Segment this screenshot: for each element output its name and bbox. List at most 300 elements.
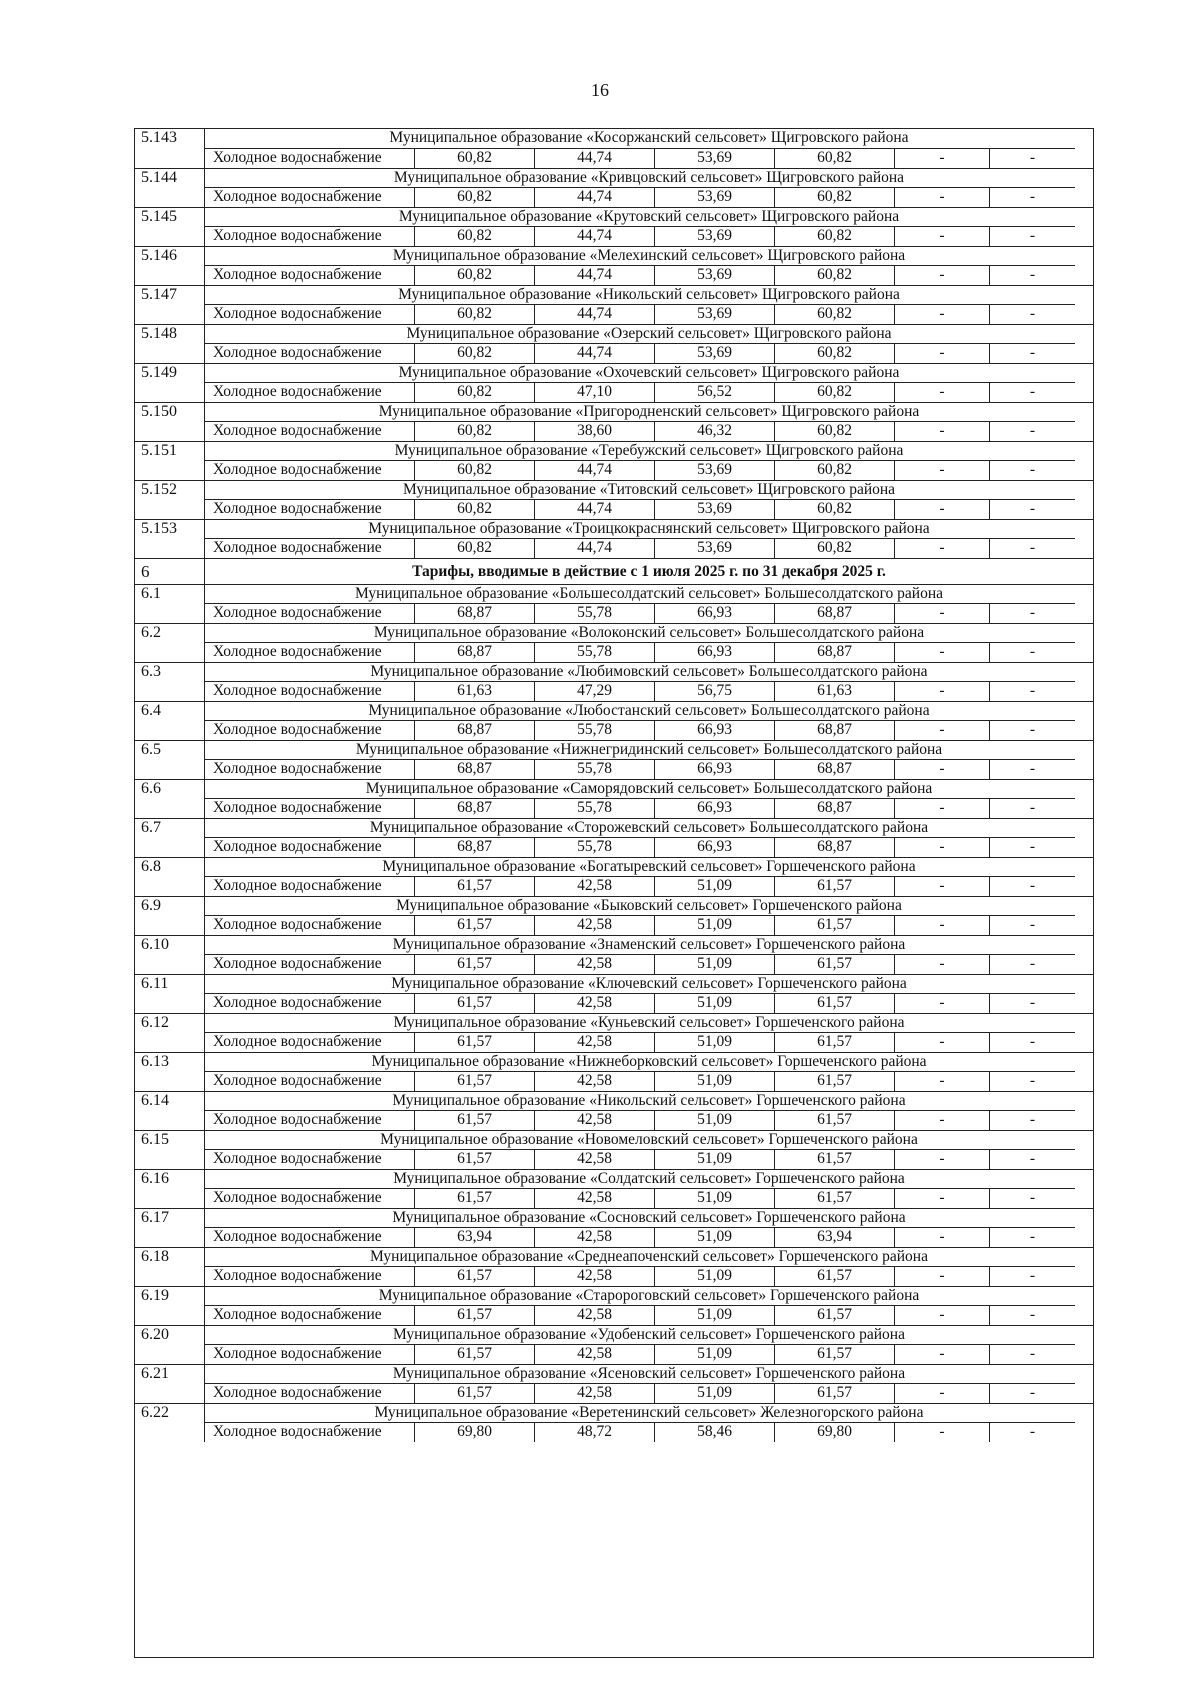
item-number-empty [135,382,205,402]
entity-title: Муниципальное образование «Ясеновский сельсовет» Горшеченского района [392,1365,906,1382]
item-number-empty [135,304,205,324]
tariff-value: - [990,603,1075,623]
entity-header-row [135,129,1093,148]
item-number: 6.16 [135,1170,205,1188]
tariff-value: - [895,954,990,974]
item-number-empty [135,681,205,701]
tariff-value: 58,46 [655,1422,775,1442]
entity-header-row [135,662,1093,681]
tariff-value: 56,75 [655,681,775,701]
service-label: Холодное водоснабжение [205,499,415,519]
entity-header-row [135,324,1093,343]
tariff-value: 61,57 [775,1344,895,1364]
tariff-value: 55,78 [535,759,655,779]
tariff-value: 66,93 [655,837,775,857]
tariff-value: 42,58 [535,954,655,974]
service-label: Холодное водоснабжение [205,642,415,662]
tariff-data-row [135,1188,1093,1208]
tariff-value: 68,87 [775,759,895,779]
tariff-value: 42,58 [535,1149,655,1169]
tariff-value: 51,09 [655,1110,775,1130]
tariff-value: 42,58 [535,1305,655,1325]
tariff-value: - [990,460,1075,480]
tariff-value: 60,82 [415,421,535,441]
tariff-value: 53,69 [655,304,775,324]
item-number-empty [135,148,205,168]
tariff-value: 61,57 [775,876,895,896]
tariff-value: 68,87 [775,837,895,857]
tariff-data-row [135,915,1093,935]
item-number-empty [135,1032,205,1052]
entity-header-row [135,441,1093,460]
service-label: Холодное водоснабжение [205,837,415,857]
item-number: 6.17 [135,1209,205,1227]
item-number-empty [135,1383,205,1403]
tariff-value: 56,52 [655,382,775,402]
tariff-value: - [990,876,1075,896]
item-number: 5.144 [135,169,205,187]
tariff-value: 66,93 [655,603,775,623]
tariff-value: 51,09 [655,1188,775,1208]
service-label: Холодное водоснабжение [205,915,415,935]
tariff-value: - [990,954,1075,974]
tariff-value: - [990,421,1075,441]
entity-header-row [135,1169,1093,1188]
item-number: 6 [135,559,205,584]
entity-header-row [135,974,1093,993]
tariff-value: 42,58 [535,993,655,1013]
tariff-value: - [895,642,990,662]
item-number: 6.9 [135,897,205,915]
entity-title: Муниципальное образование «Удобенский сельсовет» Горшеченского района [393,1326,905,1343]
entity-header-row [135,896,1093,915]
tariff-value: 55,78 [535,642,655,662]
entity-header-row [135,207,1093,226]
service-label: Холодное водоснабжение [205,993,415,1013]
tariff-value: 60,82 [415,382,535,402]
tariff-value: 68,87 [415,642,535,662]
tariff-value: - [895,1032,990,1052]
item-number: 6.7 [135,819,205,837]
tariff-value: - [990,993,1075,1013]
tariff-value: 60,82 [415,226,535,246]
tariff-value: 61,57 [775,993,895,1013]
item-number: 6.12 [135,1014,205,1032]
tariff-value: - [895,993,990,1013]
tariff-value: - [990,148,1075,168]
tariff-data-row [135,343,1093,363]
tariff-data-row [135,1149,1093,1169]
entity-header-row [135,1403,1093,1422]
tariff-value: 53,69 [655,187,775,207]
tariff-value: - [990,538,1075,558]
item-number-empty [135,343,205,363]
entity-title: Муниципальное образование «Волоконский сельсовет» Большесолдатского района [373,624,925,641]
tariff-value: 60,82 [775,187,895,207]
tariff-data-row [135,603,1093,623]
service-label: Холодное водоснабжение [205,421,415,441]
tariff-value: - [895,1149,990,1169]
tariff-value: 51,09 [655,1149,775,1169]
entity-title: Муниципальное образование «Косоржанский сельсовет» Щигровского района [389,129,909,146]
tariff-value: - [895,382,990,402]
tariff-value: 44,74 [535,499,655,519]
tariff-value: 60,82 [775,499,895,519]
tariff-value: 68,87 [415,720,535,740]
tariff-value: - [895,915,990,935]
tariff-value: - [990,1266,1075,1286]
item-number-empty [135,954,205,974]
service-label: Холодное водоснабжение [205,876,415,896]
tariff-value: 69,80 [775,1422,895,1442]
tariff-value: - [895,720,990,740]
tariff-value: 38,60 [535,421,655,441]
entity-title: Муниципальное образование «Любостанский сельсовет» Большесолдатского района [368,702,930,719]
entity-title: Муниципальное образование «Старороговский сельсовет» Горшеченского района [378,1287,920,1304]
tariff-value: 60,82 [415,265,535,285]
tariff-value: 47,10 [535,382,655,402]
tariff-value: 61,57 [415,1266,535,1286]
item-number-empty [135,499,205,519]
tariff-value: 42,58 [535,915,655,935]
entity-title: Муниципальное образование «Большесолдатский сельсовет» Большесолдатского района [354,585,944,602]
item-number: 5.151 [135,442,205,460]
item-number: 5.146 [135,247,205,265]
tariff-value: 61,57 [415,1188,535,1208]
entity-header-row [135,1208,1093,1227]
tariff-value: - [895,304,990,324]
tariff-value: - [895,1227,990,1247]
item-number: 5.153 [135,520,205,538]
item-number-empty [135,876,205,896]
item-number: 6.8 [135,858,205,876]
tariff-value: - [895,1188,990,1208]
item-number-empty [135,226,205,246]
item-number: 6.6 [135,780,205,798]
tariff-value: 63,94 [415,1227,535,1247]
tariff-value: 48,72 [535,1422,655,1442]
tariff-value: - [990,1305,1075,1325]
tariff-value: 60,82 [775,304,895,324]
item-number: 6.3 [135,663,205,681]
service-label: Холодное водоснабжение [205,343,415,363]
tariff-value: - [895,876,990,896]
tariff-value: 60,82 [415,304,535,324]
tariff-value: 61,57 [415,1032,535,1052]
tariff-value: - [990,759,1075,779]
tariff-value: 61,57 [775,1032,895,1052]
tariff-table [134,128,1094,1658]
tariff-value: 51,09 [655,915,775,935]
service-label: Холодное водоснабжение [205,1188,415,1208]
entity-header-row [135,740,1093,759]
tariff-data-row [135,1110,1093,1130]
tariff-data-row [135,993,1093,1013]
entity-title: Муниципальное образование «Любимовский сельсовет» Большесолдатского района [370,663,928,680]
tariff-value: 60,82 [415,148,535,168]
tariff-value: 60,82 [415,187,535,207]
tariff-value: 61,57 [775,1149,895,1169]
tariff-value: 61,57 [415,1071,535,1091]
entity-title: Муниципальное образование «Охочевский сельсовет» Щигровского района [398,364,900,381]
tariff-value: - [990,187,1075,207]
entity-title: Муниципальное образование «Титовский сельсовет» Щигровского района [402,481,896,498]
service-label: Холодное водоснабжение [205,538,415,558]
entity-title: Муниципальное образование «Нижнегридинский сельсовет» Большесолдатского района [355,741,943,758]
tariff-value: 53,69 [655,460,775,480]
tariff-value: 44,74 [535,187,655,207]
tariff-value: 66,93 [655,798,775,818]
entity-title: Муниципальное образование «Троицкокраснянский сельсовет» Щигровского района [368,520,930,537]
tariff-data-row [135,1227,1093,1247]
service-label: Холодное водоснабжение [205,1305,415,1325]
tariff-value: 42,58 [535,1071,655,1091]
entity-title: Муниципальное образование «Саморядовский сельсовет» Большесолдатского района [365,780,933,797]
item-number: 6.2 [135,624,205,642]
tariff-value: - [895,265,990,285]
tariff-data-row [135,226,1093,246]
tariff-value: 44,74 [535,265,655,285]
tariff-value: - [990,1227,1075,1247]
item-number: 6.14 [135,1092,205,1110]
item-number: 6.20 [135,1326,205,1344]
entity-header-row [135,1091,1093,1110]
tariff-value: 61,57 [415,1110,535,1130]
tariff-value: - [990,1032,1075,1052]
tariff-value: - [990,915,1075,935]
item-number: 5.143 [135,129,205,148]
item-number-empty [135,538,205,558]
tariff-data-row [135,460,1093,480]
item-number: 5.145 [135,208,205,226]
tariff-data-row [135,1344,1093,1364]
item-number-empty [135,915,205,935]
tariff-value: - [895,187,990,207]
service-label: Холодное водоснабжение [205,798,415,818]
item-number-empty [135,421,205,441]
entity-title: Муниципальное образование «Мелехинский сельсовет» Щигровского района [392,247,906,264]
tariff-data-row [135,421,1093,441]
tariff-value: - [990,382,1075,402]
item-number-empty [135,720,205,740]
item-number: 5.152 [135,481,205,499]
item-number-empty [135,1422,205,1442]
tariff-data-row [135,382,1093,402]
tariff-value: - [990,720,1075,740]
entity-header-row [135,363,1093,382]
tariff-value: - [990,226,1075,246]
tariff-value: 42,58 [535,1188,655,1208]
tariff-data-row [135,837,1093,857]
tariff-value: 68,87 [415,837,535,857]
tariff-value: - [990,642,1075,662]
tariff-value: 42,58 [535,1032,655,1052]
tariff-value: 60,82 [775,265,895,285]
item-number-empty [135,603,205,623]
entity-header-row [135,1013,1093,1032]
item-number-empty [135,187,205,207]
tariff-data-row [135,1266,1093,1286]
tariff-value: - [895,1110,990,1130]
tariff-value: 51,09 [655,1227,775,1247]
tariff-value: 61,57 [415,1344,535,1364]
tariff-value: 60,82 [775,538,895,558]
tariff-value: - [895,499,990,519]
tariff-value: - [895,1305,990,1325]
tariff-value: - [895,421,990,441]
service-label: Холодное водоснабжение [205,1071,415,1091]
entity-header-row [135,1130,1093,1149]
tariff-value: 61,57 [775,1266,895,1286]
entity-header-row [135,857,1093,876]
item-number-empty [135,1149,205,1169]
item-number-empty [135,265,205,285]
tariff-value: 44,74 [535,460,655,480]
tariff-value: - [990,304,1075,324]
tariff-value: - [895,603,990,623]
service-label: Холодное водоснабжение [205,1149,415,1169]
item-number: 6.15 [135,1131,205,1149]
item-number: 5.148 [135,325,205,343]
tariff-value: 55,78 [535,837,655,857]
tariff-value: - [990,1149,1075,1169]
tariff-value: 61,57 [415,1149,535,1169]
item-number-empty [135,1266,205,1286]
item-number-empty [135,1305,205,1325]
tariff-data-row [135,642,1093,662]
tariff-value: - [990,837,1075,857]
tariff-value: 68,87 [775,720,895,740]
entity-title: Муниципальное образование «Ключевский сельсовет» Горшеченского района [391,975,907,992]
tariff-value: 42,58 [535,1110,655,1130]
tariff-value: 60,82 [415,538,535,558]
tariff-value: 61,63 [415,681,535,701]
tariff-value: 68,87 [415,798,535,818]
entity-header-row [135,1286,1093,1305]
item-number: 6.1 [135,585,205,603]
tariff-value: 53,69 [655,499,775,519]
tariff-data-row [135,876,1093,896]
service-label: Холодное водоснабжение [205,1344,415,1364]
service-label: Холодное водоснабжение [205,1227,415,1247]
tariff-value: 66,93 [655,720,775,740]
item-number-empty [135,1227,205,1247]
item-number-empty [135,460,205,480]
tariff-data-row [135,1383,1093,1403]
entity-header-row [135,623,1093,642]
item-number: 6.11 [135,975,205,993]
service-label: Холодное водоснабжение [205,265,415,285]
tariff-value: 60,82 [415,499,535,519]
item-number-empty [135,1188,205,1208]
entity-header-row [135,402,1093,421]
entity-title: Муниципальное образование «Озерский сельсовет» Щигровского района [406,325,892,342]
tariff-value: 60,82 [775,460,895,480]
tariff-data-row [135,187,1093,207]
entity-title: Муниципальное образование «Крутовский сельсовет» Щигровского района [398,208,900,225]
service-label: Холодное водоснабжение [205,304,415,324]
item-number: 6.19 [135,1287,205,1305]
tariff-data-row [135,538,1093,558]
tariff-value: - [895,343,990,363]
tariff-value: - [990,1422,1075,1442]
section-header-row [135,558,1093,584]
tariff-value: 61,63 [775,681,895,701]
tariff-value: 51,09 [655,876,775,896]
entity-title: Тарифы, вводимые в действие с 1 июля 2025 г. по 31 декабря 2025 г. [412,563,886,580]
tariff-value: 68,87 [775,642,895,662]
tariff-value: - [895,837,990,857]
tariff-value: 44,74 [535,538,655,558]
tariff-value: 60,82 [775,421,895,441]
item-number: 6.4 [135,702,205,720]
tariff-value: 61,57 [775,1110,895,1130]
tariff-value: 61,57 [415,1305,535,1325]
tariff-value: 68,87 [415,759,535,779]
tariff-value: 42,58 [535,1266,655,1286]
item-number-empty [135,993,205,1013]
tariff-value: 51,09 [655,1032,775,1052]
tariff-data-row [135,1422,1093,1442]
entity-title: Муниципальное образование «Знаменский сельсовет» Горшеченского района [392,936,906,953]
tariff-value: 53,69 [655,226,775,246]
item-number: 6.18 [135,1248,205,1266]
service-label: Холодное водоснабжение [205,759,415,779]
item-number: 6.13 [135,1053,205,1071]
entity-header-row [135,818,1093,837]
tariff-value: 51,09 [655,1071,775,1091]
tariff-value: 53,69 [655,343,775,363]
tariff-value: 61,57 [415,954,535,974]
tariff-data-row [135,265,1093,285]
entity-header-row [135,1364,1093,1383]
item-number: 5.149 [135,364,205,382]
entity-header-row [135,168,1093,187]
tariff-value: 68,87 [775,603,895,623]
tariff-value: 42,58 [535,876,655,896]
item-number: 5.150 [135,403,205,421]
tariff-value: 42,58 [535,1227,655,1247]
tariff-value: 61,57 [415,915,535,935]
entity-header-row [135,519,1093,538]
service-label: Холодное водоснабжение [205,954,415,974]
tariff-data-row [135,1032,1093,1052]
tariff-value: 47,29 [535,681,655,701]
entity-title: Муниципальное образование «Среднеапоченский сельсовет» Горшеченского района [370,1248,928,1265]
entity-title: Муниципальное образование «Теребужский сельсовет» Щигровского района [394,442,904,459]
tariff-value: - [990,1071,1075,1091]
service-label: Холодное водоснабжение [205,720,415,740]
tariff-value: 66,93 [655,759,775,779]
item-number-empty [135,1110,205,1130]
entity-header-row [135,285,1093,304]
tariff-value: 53,69 [655,265,775,285]
tariff-value: 61,57 [415,876,535,896]
entity-header-row [135,1247,1093,1266]
entity-header-row [135,1052,1093,1071]
tariff-value: 61,57 [775,1188,895,1208]
tariff-value: 42,58 [535,1344,655,1364]
entity-header-row [135,584,1093,603]
tariff-value: 61,57 [775,1071,895,1091]
tariff-value: - [895,148,990,168]
tariff-value: 60,82 [415,343,535,363]
item-number: 6.22 [135,1404,205,1422]
tariff-value: 51,09 [655,1344,775,1364]
tariff-value: - [895,460,990,480]
tariff-value: 44,74 [535,148,655,168]
tariff-value: 55,78 [535,603,655,623]
